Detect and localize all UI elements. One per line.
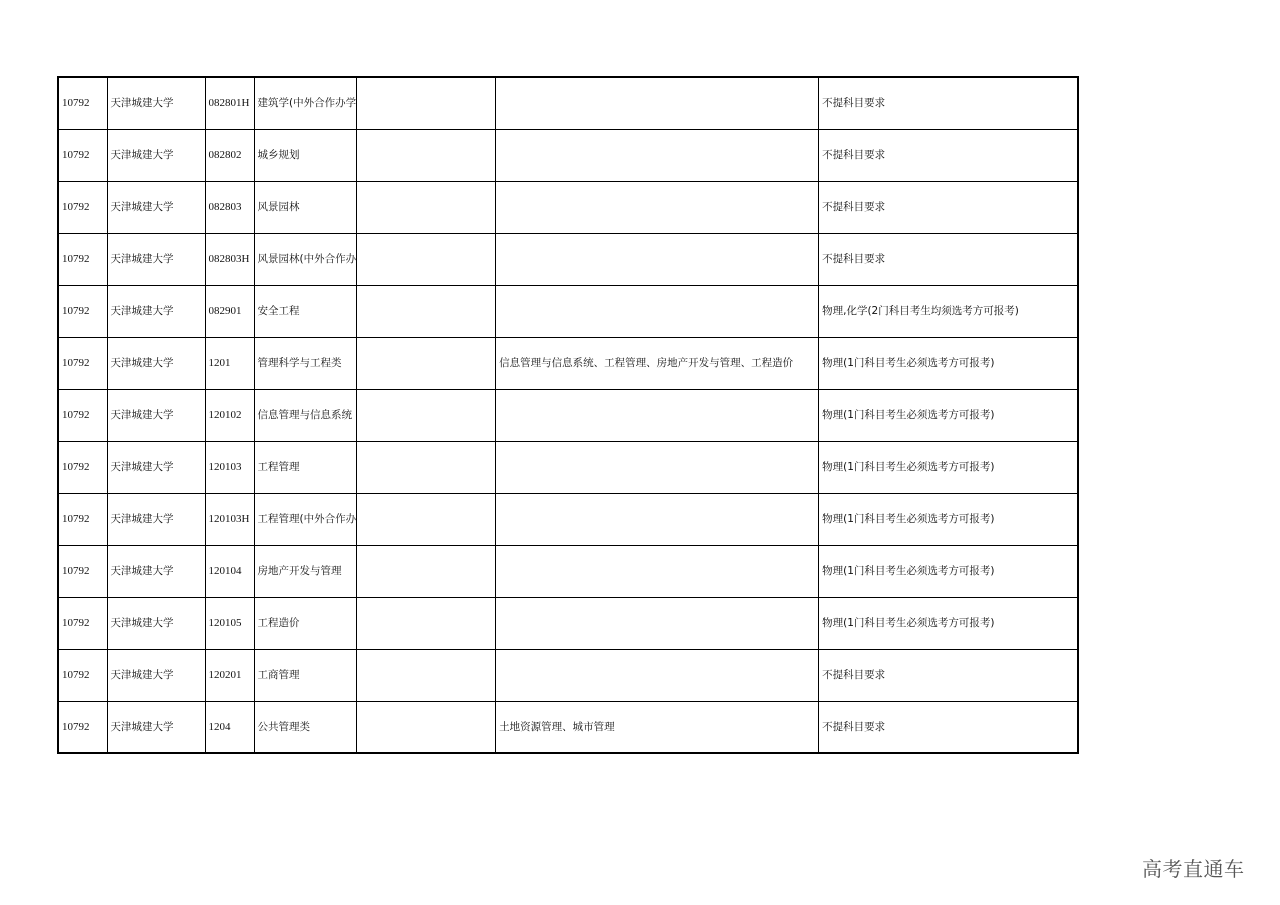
school-name-cell: 天津城建大学 [107,285,205,337]
included-majors-cell [496,181,819,233]
subject-requirement-cell: 不提科目要求 [819,181,1078,233]
empty-cell [357,701,496,753]
school-name-cell: 天津城建大学 [107,441,205,493]
subject-requirement-cell: 不提科目要求 [819,649,1078,701]
subject-requirement-cell: 物理,化学(2门科目考生均须选考方可报考) [819,285,1078,337]
school-code-cell: 10792 [58,545,107,597]
major-name-cell: 管理科学与工程类 [254,337,357,389]
school-code-cell: 10792 [58,337,107,389]
major-name-cell: 信息管理与信息系统 [254,389,357,441]
school-name-cell: 天津城建大学 [107,493,205,545]
empty-cell [357,493,496,545]
table-row [58,389,1078,441]
table-row [58,649,1078,701]
school-code-cell: 10792 [58,285,107,337]
school-code-cell: 10792 [58,233,107,285]
empty-cell [357,129,496,181]
empty-cell [357,389,496,441]
empty-cell [357,545,496,597]
table-row [58,545,1078,597]
included-majors-cell [496,285,819,337]
school-code-cell: 10792 [58,129,107,181]
included-majors-cell [496,77,819,129]
school-name-cell: 天津城建大学 [107,233,205,285]
major-code-cell: 082803 [205,181,254,233]
school-name-cell: 天津城建大学 [107,701,205,753]
school-name-cell: 天津城建大学 [107,545,205,597]
major-code-cell: 1204 [205,701,254,753]
major-name-cell: 工程管理(中外合作办 [254,493,357,545]
subject-requirement-cell: 物理(1门科目考生必须选考方可报考) [819,337,1078,389]
major-code-cell: 120105 [205,597,254,649]
table-row [58,181,1078,233]
major-name-cell: 工程造价 [254,597,357,649]
major-code-cell: 120103 [205,441,254,493]
table-row [58,77,1078,129]
school-name-cell: 天津城建大学 [107,129,205,181]
school-code-cell: 10792 [58,649,107,701]
included-majors-cell [496,545,819,597]
school-code-cell: 10792 [58,77,107,129]
school-code-cell: 10792 [58,389,107,441]
included-majors-cell [496,597,819,649]
major-name-cell: 房地产开发与管理 [254,545,357,597]
included-majors-cell [496,389,819,441]
empty-cell [357,649,496,701]
major-code-cell: 120201 [205,649,254,701]
watermark-text: 高考直通车 [1142,857,1245,881]
school-name-cell: 天津城建大学 [107,649,205,701]
major-name-cell: 工商管理 [254,649,357,701]
table-row [58,493,1078,545]
included-majors-cell [496,129,819,181]
included-majors-cell [496,233,819,285]
major-code-cell: 082802 [205,129,254,181]
table-row [58,337,1078,389]
empty-cell [357,337,496,389]
empty-cell [357,285,496,337]
admission-requirements-table [57,76,1079,754]
subject-requirement-cell: 物理(1门科目考生必须选考方可报考) [819,389,1078,441]
school-name-cell: 天津城建大学 [107,337,205,389]
empty-cell [357,181,496,233]
school-name-cell: 天津城建大学 [107,181,205,233]
included-majors-cell [496,441,819,493]
included-majors-cell [496,493,819,545]
major-code-cell: 1201 [205,337,254,389]
subject-requirement-cell: 不提科目要求 [819,77,1078,129]
major-code-cell: 082801H [205,77,254,129]
major-name-cell: 城乡规划 [254,129,357,181]
school-code-cell: 10792 [58,493,107,545]
table-row [58,597,1078,649]
table-row [58,233,1078,285]
table-row [58,129,1078,181]
subject-requirement-cell: 不提科目要求 [819,233,1078,285]
empty-cell [357,597,496,649]
major-name-cell: 工程管理 [254,441,357,493]
subject-requirement-cell: 物理(1门科目考生必须选考方可报考) [819,597,1078,649]
major-code-cell: 120103H [205,493,254,545]
included-majors-cell [496,649,819,701]
major-name-cell: 公共管理类 [254,701,357,753]
table-row [58,441,1078,493]
school-name-cell: 天津城建大学 [107,597,205,649]
major-code-cell: 120104 [205,545,254,597]
major-code-cell: 120102 [205,389,254,441]
included-majors-cell: 信息管理与信息系统、工程管理、房地产开发与管理、工程造价 [496,337,819,389]
table-body [58,77,1078,753]
subject-requirement-cell: 不提科目要求 [819,701,1078,753]
table-row [58,285,1078,337]
subject-requirement-cell: 物理(1门科目考生必须选考方可报考) [819,493,1078,545]
school-code-cell: 10792 [58,701,107,753]
table-row [58,701,1078,753]
major-name-cell: 建筑学(中外合作办学 [254,77,357,129]
empty-cell [357,441,496,493]
subject-requirement-cell: 不提科目要求 [819,129,1078,181]
school-code-cell: 10792 [58,181,107,233]
empty-cell [357,233,496,285]
subject-requirement-cell: 物理(1门科目考生必须选考方可报考) [819,545,1078,597]
school-code-cell: 10792 [58,441,107,493]
school-name-cell: 天津城建大学 [107,389,205,441]
major-code-cell: 082901 [205,285,254,337]
empty-cell [357,77,496,129]
school-name-cell: 天津城建大学 [107,77,205,129]
major-name-cell: 风景园林 [254,181,357,233]
subject-requirement-cell: 物理(1门科目考生必须选考方可报考) [819,441,1078,493]
major-name-cell: 安全工程 [254,285,357,337]
major-name-cell: 风景园林(中外合作办 [254,233,357,285]
school-code-cell: 10792 [58,597,107,649]
included-majors-cell: 土地资源管理、城市管理 [496,701,819,753]
major-code-cell: 082803H [205,233,254,285]
